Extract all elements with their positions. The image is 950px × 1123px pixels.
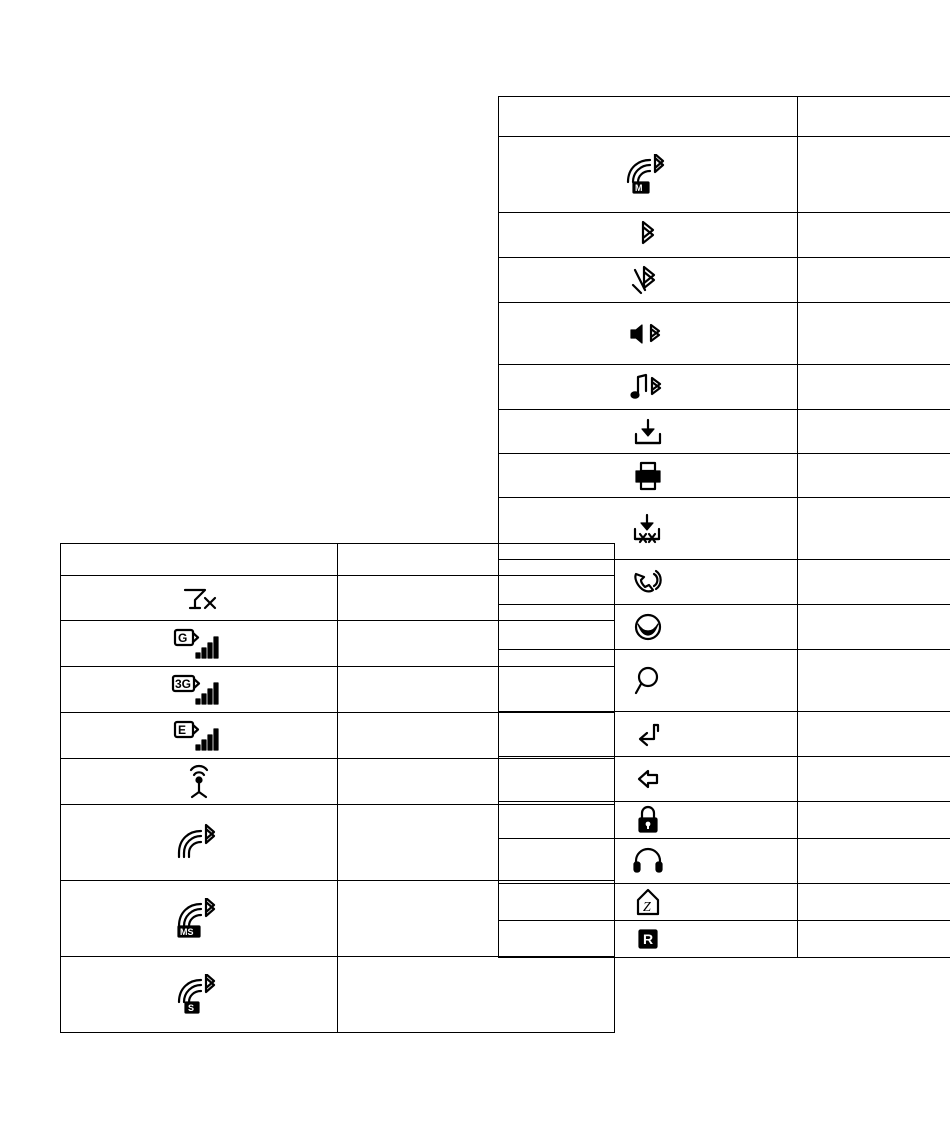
row-desc [798, 258, 950, 303]
row-desc [798, 213, 950, 258]
bluetooth-icon [499, 213, 798, 258]
row-desc [798, 410, 950, 454]
printer-icon [499, 454, 798, 498]
table-row [499, 884, 950, 921]
headset-icon [499, 839, 798, 884]
svg-text:S: S [188, 1002, 195, 1013]
row-desc [798, 757, 950, 802]
table-row [499, 303, 950, 365]
table-row [499, 650, 950, 712]
gprs-signal-bars-icon [61, 621, 338, 667]
bluetooth-audio-icon [499, 303, 798, 365]
header-icon-column [499, 97, 798, 137]
table-row [499, 213, 950, 258]
bluetooth-music-icon [499, 365, 798, 410]
table-row [499, 839, 950, 884]
svg-text:MS: MS [180, 926, 194, 937]
download-failed-icon [499, 498, 798, 560]
table-row [499, 605, 950, 650]
row-desc [798, 884, 950, 921]
download-tray-icon [499, 410, 798, 454]
right-icon-table [498, 96, 950, 958]
lock-icon [499, 802, 798, 839]
row-desc [798, 137, 950, 213]
wifi-bluetooth-icon [61, 805, 338, 881]
row-desc [798, 365, 950, 410]
bluetooth-disabled-icon [499, 258, 798, 303]
table-row [499, 802, 950, 839]
row-desc [798, 650, 950, 712]
row-desc [798, 454, 950, 498]
row-desc [338, 957, 615, 1033]
svg-text:M: M [635, 182, 643, 193]
table-row [499, 712, 950, 757]
table-row [499, 258, 950, 303]
row-desc [798, 712, 950, 757]
svg-text:R: R [643, 931, 654, 947]
row-desc [798, 498, 950, 560]
edge-signal-bars-icon [61, 713, 338, 759]
search-magnifier-icon [499, 650, 798, 712]
wifi-s-bluetooth-icon [61, 957, 338, 1033]
row-desc [798, 802, 950, 839]
network-antenna-icon [61, 759, 338, 805]
no-network-signal-icon [61, 576, 338, 621]
table-row [499, 137, 950, 213]
table-row [61, 957, 615, 1033]
svg-text:G: G [178, 630, 188, 645]
table-row [499, 498, 950, 560]
table-row [499, 757, 950, 802]
row-desc [798, 605, 950, 650]
table-header-row [499, 97, 950, 137]
row-desc [798, 303, 950, 365]
table-row [499, 921, 950, 958]
row-desc [798, 560, 950, 605]
table-row [499, 365, 950, 410]
wifi-m-bluetooth-icon [499, 137, 798, 213]
globe-icon [499, 605, 798, 650]
call-forward-right-icon [499, 757, 798, 802]
svg-text:Z: Z [643, 900, 651, 915]
table-row [499, 454, 950, 498]
svg-text:3G: 3G [175, 676, 192, 691]
header-desc-column [798, 97, 950, 137]
call-forward-left-icon [499, 712, 798, 757]
svg-text:E: E [178, 722, 187, 737]
roaming-r-icon [499, 921, 798, 958]
silent-alarm-icon [499, 884, 798, 921]
call-ringing-icon [499, 560, 798, 605]
header-icon-column [61, 544, 338, 576]
row-desc [798, 921, 950, 958]
table-row [499, 410, 950, 454]
wifi-ms-bluetooth-icon [61, 881, 338, 957]
3g-signal-bars-icon [61, 667, 338, 713]
table-row [499, 560, 950, 605]
row-desc [798, 839, 950, 884]
